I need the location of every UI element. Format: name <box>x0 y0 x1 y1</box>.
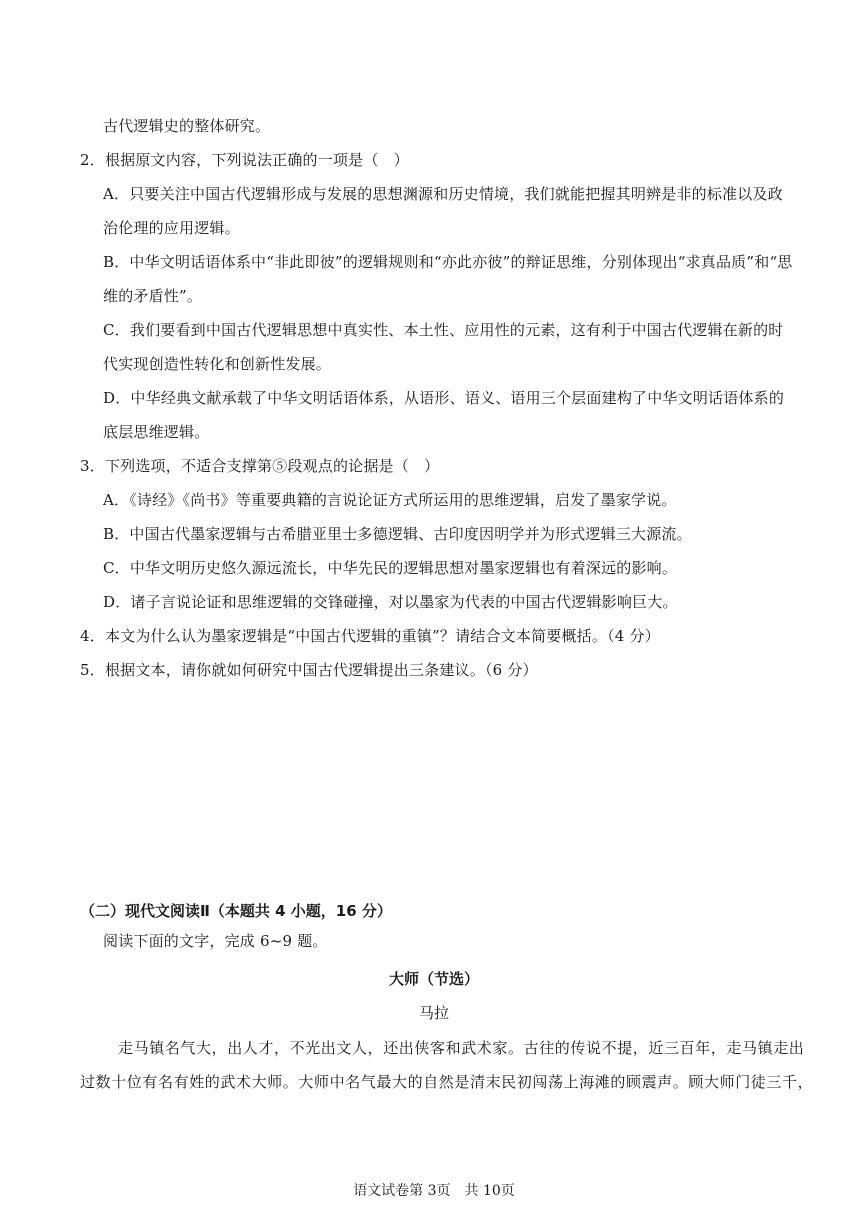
page-footer: 语文试卷第 3页 共 10页 <box>353 1183 515 1199</box>
question-4: 4．本文为什么认为墨家逻辑是“中国古代逻辑的重镇”？请结合文本简要概括。（4 分） <box>80 627 660 645</box>
section-heading: （二）现代文阅读Ⅱ（本题共 4 小题，16 分） <box>80 902 392 920</box>
question-2: 2．根据原文内容，下列说法正确的一项是（ ） <box>80 151 409 169</box>
question-2-option-a-cont: 治伦理的应用逻辑。 <box>103 219 240 237</box>
question-2-option-a: A．只要关注中国古代逻辑形成与发展的思想渊源和历史情境，我们就能把握其明辨是非的标准以及政 <box>103 185 783 203</box>
passage-paragraph-line-2: 过数十位有名有姓的武术大师。大师中名气最大的自然是清末民初闯荡上海滩的顾震声。顾大师门徒三千， <box>80 1073 814 1091</box>
question-2-option-c: C．我们要看到中国古代逻辑思想中真实性、本土性、应用性的元素，这有利于中国古代逻辑在新的时 <box>103 321 784 339</box>
continuation-line: 古代逻辑史的整体研究。 <box>103 117 271 135</box>
passage-author: 马拉 <box>418 1004 449 1022</box>
question-2-option-d-cont: 底层思维逻辑。 <box>103 423 210 441</box>
question-3-option-a: A．《诗经》《尚书》等重要典籍的言说论证方式所运用的思维逻辑，启发了墨家学说。 <box>103 491 677 509</box>
passage-paragraph-line-1: 走马镇名气大，出人才，不光出文人，还出侠客和武术家。古往的传说不提，近三百年，走马镇走出 <box>118 1039 805 1057</box>
question-2-option-c-cont: 代实现创造性转化和创新性发展。 <box>103 355 332 373</box>
section-instruction: 阅读下面的文字，完成 6~9 题。 <box>103 932 328 950</box>
question-2-option-b: B．中华文明话语体系中“非此即彼”的逻辑规则和“亦此亦彼”的辩证思维，分别体现出“求真品质”和“思 <box>103 253 793 271</box>
question-2-option-b-cont: 维的矛盾性”。 <box>103 287 203 305</box>
passage-title: 大师（节选） <box>388 970 479 988</box>
question-3-option-b: B．中国古代墨家逻辑与古希腊亚里士多德逻辑、古印度因明学并为形式逻辑三大源流。 <box>103 525 692 543</box>
question-2-option-d: D．中华经典文献承载了中华文明话语体系，从语形、语义、语用三个层面建构了中华文明话语体系的 <box>103 389 785 407</box>
question-3: 3．下列选项，不适合支撑第⑤段观点的论据是（ ） <box>80 457 440 475</box>
question-5: 5．根据文本，请你就如何研究中国古代逻辑提出三条建议。（6 分） <box>80 661 538 679</box>
question-3-option-d: D．诸子言说论证和思维逻辑的交锋碰撞，对以墨家为代表的中国古代逻辑影响巨大。 <box>103 593 678 611</box>
question-3-option-c: C．中华文明历史悠久源远流长，中华先民的逻辑思想对墨家逻辑也有着深远的影响。 <box>103 559 678 577</box>
